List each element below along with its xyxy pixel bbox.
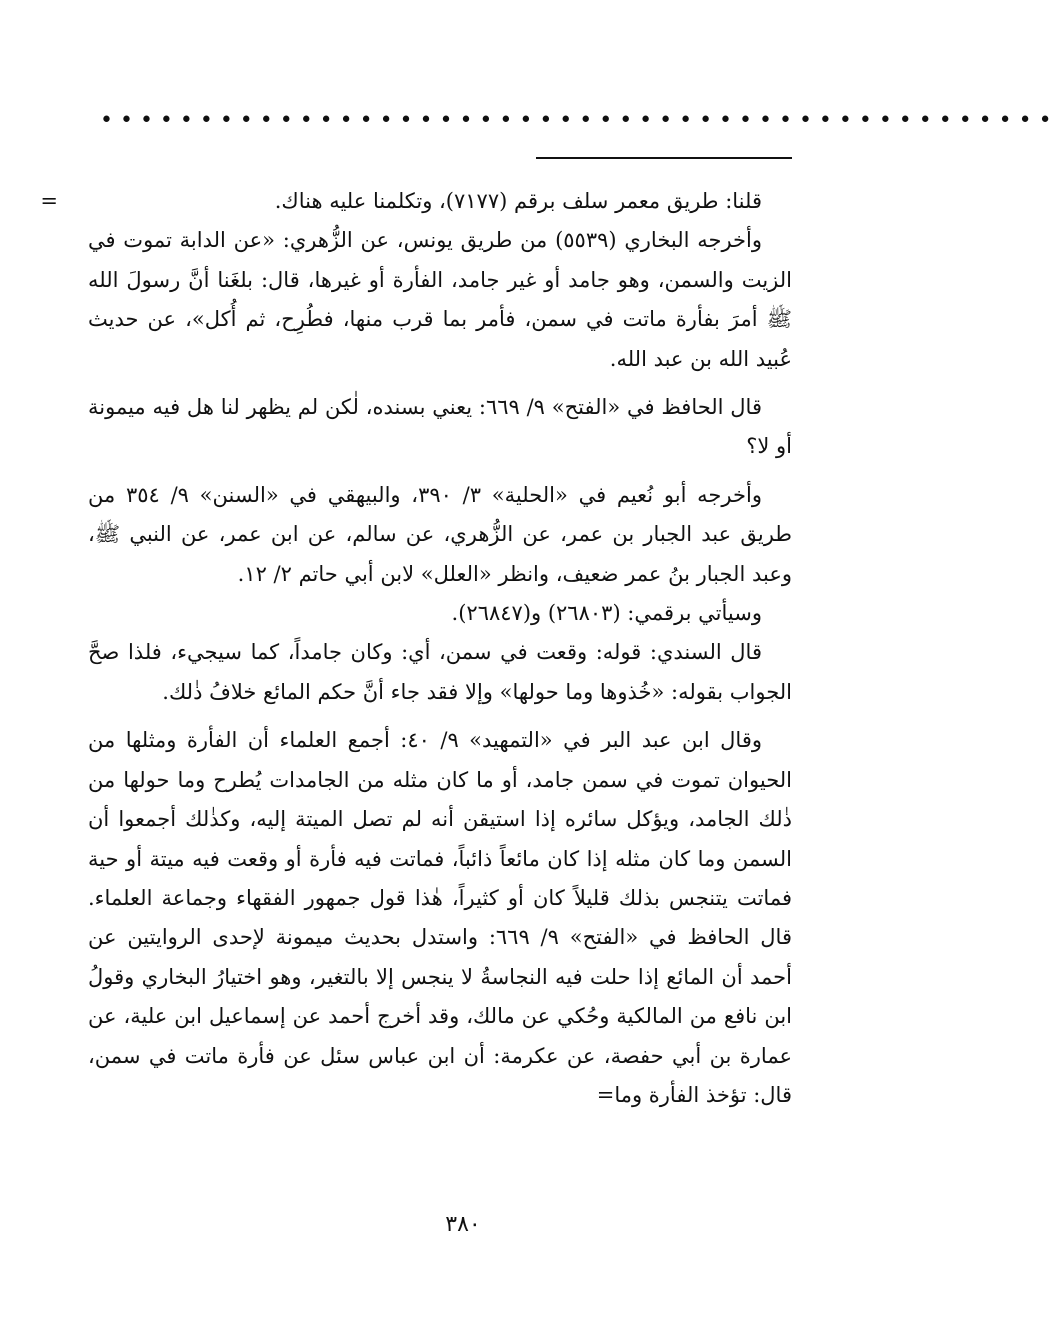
footnote-paragraph-6: قال السندي: قوله: وقعت في سمن، أي: وكان جامداً، كما سيجيء، فلذا صحَّ الجواب بقوله: «خُذوها وما حولها» وإلا فقد جاء أنَّ حكم المائع خلافُ ذٰلك. — [88, 640, 792, 704]
footnote-rule — [536, 157, 792, 159]
footnote-paragraph-4: وأخرجه أبو نُعيم في «الحلية» ٣/ ٣٩٠، والبيهقي في «السنن» ٩/ ٣٥٤ من طريق عبد الجبار بن عمر، عن الزُّهري، عن سالم، عن ابن عمر، عن النبي ﷺ، وعبد الجبار بنُ عمر ضعيف، وانظر «العلل» لابن أبي حاتم ٢/ ١٢. — [88, 482, 792, 586]
footnote-paragraph-3: قال الحافظ في «الفتح» ٩/ ٦٦٩: يعني بسنده، لٰكن لم يظهر لنا هل فيه ميمونة أو لا؟ — [88, 395, 792, 459]
footnote-paragraph-2: وأخرجه البخاري (٥٥٣٩) من طريق يونس، عن الزُّهري: «عن الدابة تموت في الزيت والسمن، وهو جامد أو غير جامد، الفأرة أو غيرها، قال: بلغَنا أنَّ رسولَ الله ﷺ أمرَ بفأرة ماتت في سمن، فأمر بما قرب منها، فطُرِح، ثم أُكل»، عن حديث عُبيد الله بن عبد الله. — [88, 228, 792, 371]
footnote-paragraph-7: وقال ابن عبد البر في «التمهيد» ٩/ ٤٠: أجمع العلماء أن الفأرة ومثلها من الحيوان تموت في سمن جامد، أو ما كان مثله من الجامدات يُطرح وما حولها من ذٰلك الجامد، ويؤكل سائره إذا استيقن أنه لم تصل الميتة إليه، وكذٰلك أجمعوا أن السمن وما كان مثله إذا كان مائعاً ذائباً، فماتت فيه فأرة أو وقعت فيه ميتة أو حية فماتت يتنجس بذلك قليلاً كان أو كثيراً، هٰذا قول جمهور الفقهاء وجماعة العلماء. قال الحافظ في «الفتح» ٩/ ٦٦٩: واستدل بحديث ميمونة لإحدى الروايتين عن أحمد أن المائع إذا حلت فيه النجاسةُ لا ينجس إلا بالتغير، وهو اختيارُ البخاري وقولُ ابن نافع من المالكية وحُكي عن مالك، وقد أخرج أحمد عن إسماعيل ابن علية، عن عمارة بن أبي حفصة، عن عكرمة: أن ابن عباس سئل عن فأرة ماتت في سمن، قال: تؤخذ الفأرة وما= — [88, 728, 792, 1107]
separator-dots: • • • • • • • • • • • • • • • • • • • • • • • • • • • • • • • • • • • • • • • • • • • • • • • • — [100, 108, 1052, 133]
footnote-paragraph-1: = قلنا: طريق معمر سلف برقم (٧١٧٧)، وتكلمنا عليه هناك. — [88, 182, 792, 221]
footnote-text — [40, 182, 792, 1115]
page-number: ٣٨٠ — [445, 1212, 481, 1237]
footnote-paragraph-5: وسيأتي برقمي: (٢٦٨٠٣) و(٢٦٨٤٧). — [451, 601, 762, 626]
continuation-mark: = — [40, 189, 58, 213]
